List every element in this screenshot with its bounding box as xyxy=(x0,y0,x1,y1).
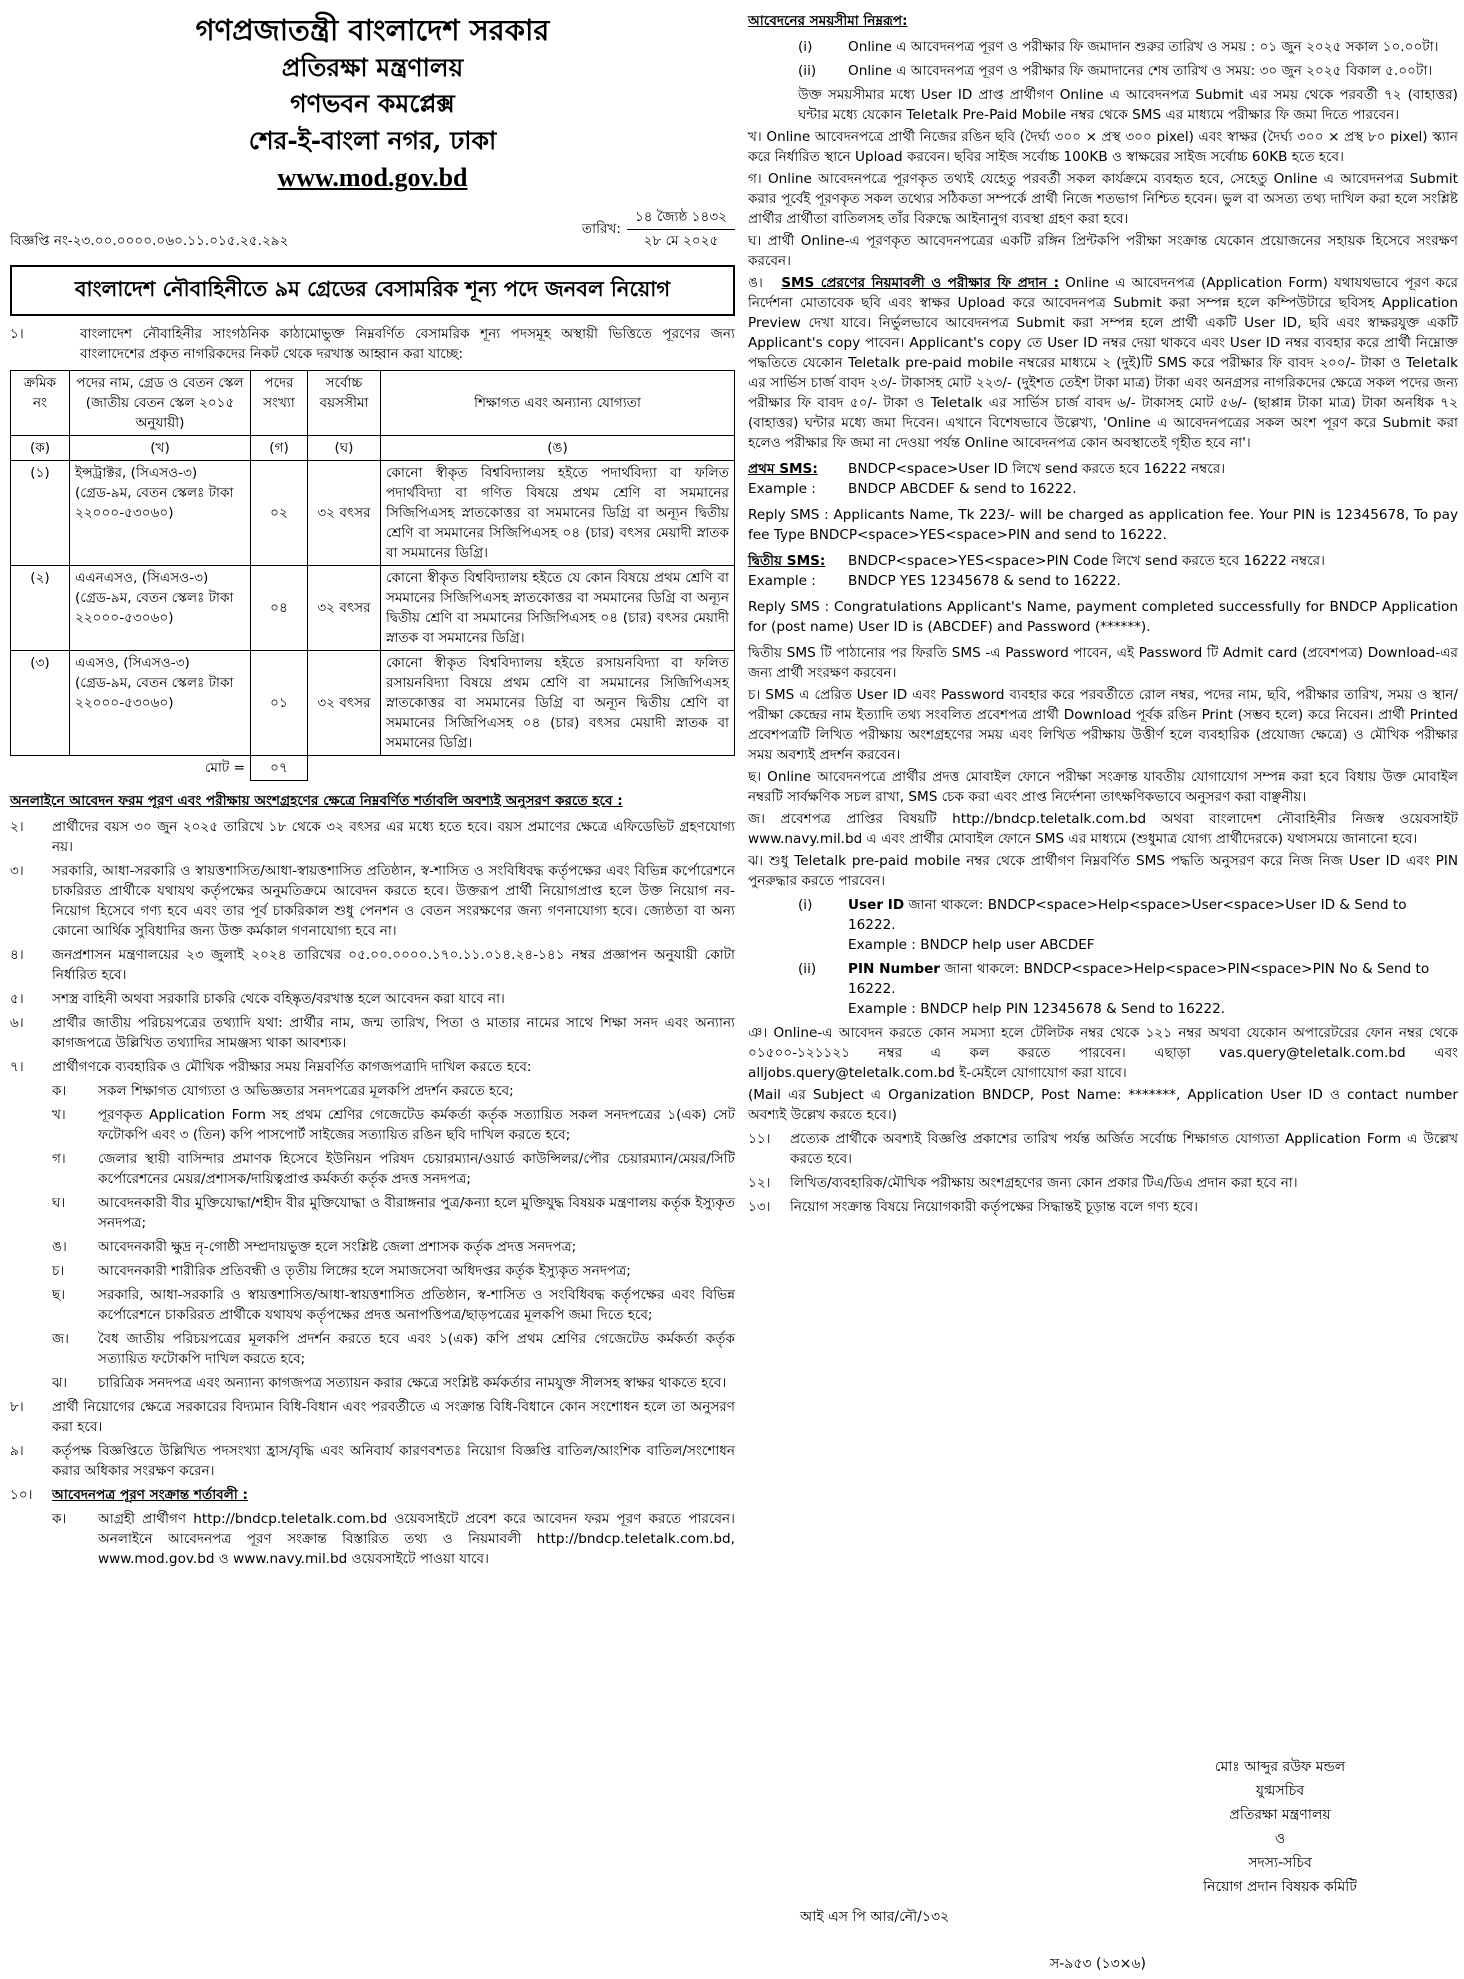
doc-number: ঝ। xyxy=(52,1375,68,1391)
item-text: প্রত্যেক প্রার্থীকে অবশ্যই বিজ্ঞপ্তি প্রকাশের তারিখ পর্যন্ত অর্জিত সর্বোচ্চ শিক্ষাগত যোগ্যতা Application Form এ উল্লেখ করতে হবে। xyxy=(790,1131,1458,1167)
row-count: ০৪ xyxy=(251,566,308,651)
table-row xyxy=(11,651,735,756)
row-age: ৩২ বৎসর xyxy=(308,566,381,651)
doc-number: চ। xyxy=(52,1263,65,1279)
doc-text: জেলার স্থায়ী বাসিন্দার প্রমাণক হিসেবে ইউনিয়ন পরিষদ চেয়ারম্যান/ওয়ার্ড কাউন্সিলর/পৌর চেয়ারম্যান/মেয়র/সিটি কর্পোরেশনের মেয়র/প্রশাসক/দায়িত্বপ্রাপ্ত কর্মকর্তা কর্তৃক প্রদত্ত সনদপত্র; xyxy=(98,1151,735,1187)
doc-number: ঘ। xyxy=(52,1195,66,1211)
item-number: ৭। xyxy=(10,1059,24,1075)
list-item xyxy=(10,1485,735,1505)
pin-example: Example : BNDCP help PIN 12345678 & Send to 16222. xyxy=(848,1001,1226,1017)
item-number: ৮। xyxy=(10,1399,24,1415)
col-age: সর্বোচ্চ বয়সসীমা xyxy=(308,371,381,436)
mail-note: (Mail এর Subject এ Organization BNDCP, Post Name: *******, Application User ID ও contact number অবশ্যই উল্লেখ করতে হবে।) xyxy=(748,1087,1458,1123)
timeline-item xyxy=(798,61,1458,81)
list-item xyxy=(748,1173,1458,1193)
timeline-text: Online এ আবেদনপত্র পূরণ ও পরীক্ষার ফি জমাদানের শেষ তারিখ ও সময়: ৩০ জুন ২০২৫ বিকাল ৫.০০টা। xyxy=(848,63,1433,79)
item-text: প্রার্থীদের বয়স ৩০ জুন ২০২৫ তারিখে ১৮ থেকে ৩২ বৎসর এর মধ্যে হতে হবে। বয়স প্রমাণের ক্ষেত্রে এফিডেভিট গ্রহণযোগ্য নয়। xyxy=(52,819,735,855)
item-text: সশস্ত্র বাহিনী অথবা সরকারি চাকরি থেকে বহিষ্কৃত/বরখাস্ত হলে আবেদন করা যাবে না। xyxy=(52,991,505,1007)
date-block xyxy=(627,206,735,253)
item-number: ১০। xyxy=(10,1487,33,1503)
col-post: পদের নাম, গ্রেড ও বেতন স্কেল (জাতীয় বেতন স্কেল ২০১৫ অনুযায়ী) xyxy=(70,371,251,436)
website-link[interactable]: www.mod.gov.bd xyxy=(277,163,468,192)
row-count: ০২ xyxy=(251,461,308,566)
list-item xyxy=(748,1129,1458,1169)
signatory-office: প্রতিরক্ষা মন্ত্রণালয় xyxy=(1229,1807,1331,1823)
sms1-text: BNDCP<space>User ID লিখে send করতে হবে 16222 নম্বরে। xyxy=(848,461,1226,477)
total-label: মোট = xyxy=(11,756,251,781)
intro-number: ১। xyxy=(10,326,24,342)
memo-number: বিজ্ঞপ্তি নং-২৩.০০.০০০০.০৬০.১১.০১৫.২৫.২৯২ xyxy=(10,233,289,249)
doc-text: চারিত্রিক সনদপত্র এবং অন্যান্য কাগজপত্র সত্যায়ন করার ক্ষেত্রে সংশ্লিষ্ট কর্মকর্তার নামযুক্ত সীলসহ স্বাক্ষর থাকতে হবে। xyxy=(98,1375,727,1391)
item-number: ৩। xyxy=(10,863,24,879)
list-item xyxy=(748,1197,1458,1217)
posts-table xyxy=(10,370,735,781)
letter-cell: (ক) xyxy=(11,436,70,461)
item-number: ৪। xyxy=(10,947,24,963)
table-row xyxy=(11,461,735,566)
row-age: ৩২ বৎসর xyxy=(308,461,381,566)
pin-text: জানা থাকলে: BNDCP<space>Help<space>PIN<space>PIN No & Send to 16222. xyxy=(848,961,1430,997)
doc-number: ক। xyxy=(52,1083,67,1099)
row-post: এএসও, (সিএসও-৩) (গ্রেড-৯ম, বেতন স্কেলঃ টাকা ২২০০০-৫৩০৬০) xyxy=(70,651,251,756)
sms1-example: BNDCP ABCDEF & send to 16222. xyxy=(848,481,1077,497)
reply1-text: Reply SMS : Applicants Name, Tk 223/- will be charged as application fee. Your PIN is 12345678, To pay fee Type BNDCP<space>YES<space>PIN and send to 16222. xyxy=(748,507,1458,543)
roman-number: (ii) xyxy=(798,63,817,79)
intro-text: বাংলাদেশ নৌবাহিনীর সাংগঠনিক কাঠামোভুক্ত নিম্নবর্ণিত বেসামরিক শূন্য পদসমূহ অস্থায়ী ভিত্তিতে পূরণের জন্য বাংলাদেশের প্রকৃত নাগরিকদের নিকট থেকে দরখাস্ত আহ্বান করা যাচ্ছে: xyxy=(80,326,735,362)
item-text: প্রার্থীর জাতীয় পরিচয়পত্রের তথ্যাদি যথা: প্রার্থীর নাম, জন্ম তারিখ, পিতা ও মাতার নামের সাথে শিক্ষা সনদ এবং অন্যান্য কাগজপত্রে উল্লিখিত তথ্যাদির সামঞ্জস্য থাকা আবশ্যক। xyxy=(52,1015,735,1051)
roman-number: (i) xyxy=(798,39,813,55)
intro-paragraph xyxy=(10,324,735,364)
sms1-row xyxy=(748,459,1458,479)
letter-cell: (খ) xyxy=(70,436,251,461)
doc-number: ক। xyxy=(52,1511,67,1527)
ministry-title: প্রতিরক্ষা মন্ত্রণালয় xyxy=(281,53,464,82)
right-column xyxy=(748,8,1458,1221)
letter-cell: (ঙ) xyxy=(381,436,735,461)
doc-number: ঙ। xyxy=(52,1239,67,1255)
example-label: Example : xyxy=(748,573,816,589)
sms1-label: প্রথম SMS: xyxy=(748,461,818,477)
doc-item xyxy=(52,1193,735,1233)
row-serial: (২) xyxy=(11,566,70,651)
timeline-item xyxy=(798,37,1458,57)
doc-item xyxy=(52,1329,735,1369)
item-number: ১৩। xyxy=(748,1199,771,1215)
row-qualification: কোনো স্বীকৃত বিশ্ববিদ্যালয় হইতে রসায়নবিদ্যা বা ফলিত রসায়নবিদ্যা বিষয়ে প্রথম শ্রেণি বা সমমানের সিজিপিএসহ স্নাতকোত্তর বা সমমানের ডিগ্রি বা অন্যূন দ্বিতীয় শ্রেণি বা সমমানের সিজিপিএসহ ০৪ (চার) বৎসর মেয়াদী স্নাতক বা সমমানের ডিগ্রি। xyxy=(381,651,735,756)
timeline-note: উক্ত সময়সীমার মধ্যে User ID প্রাপ্ত প্রার্থীগণ Online এ আবেদনপত্র Submit এর সময় থেকে পরবর্তী ৭২ (বাহাত্তর) ঘন্টার মধ্যে যেকোন Teletalk Pre-Paid Mobile নম্বর থেকে SMS এর মাধ্যমে পরীক্ষার ফি জমা দিতে পারবেন। xyxy=(798,87,1458,123)
table-letter-row xyxy=(11,436,735,461)
after-sms-text: দ্বিতীয় SMS টি পাঠানোর পর ফিরতি SMS -এ Password পাবেন, এই Password টি Admit card (প্রবেশপত্র) Download-এর জন্য প্রার্থী সংরক্ষণ করবেন। xyxy=(748,645,1458,681)
address-title: শের-ই-বাংলা নগর, ঢাকা xyxy=(248,126,497,155)
table-header-row xyxy=(11,371,735,436)
doc-item xyxy=(52,1285,735,1325)
letter-cell: (গ) xyxy=(251,436,308,461)
item-text: কর্তৃপক্ষ বিজ্ঞপ্তিতে উল্লিখিত পদসংখ্যা হ্রাস/বৃদ্ধি এবং অনিবার্য কারণবশতঃ নিয়োগ বিজ্ঞপ্তি বাতিল/আংশিক বাতিল/সংশোধন করার অধিকার সংরক্ষণ করেন। xyxy=(52,1443,735,1479)
memo-row xyxy=(10,206,735,253)
userid-example: Example : BNDCP help user ABCDEF xyxy=(848,937,1095,953)
ispr-ref: আই এস পি আর/নৌ/১৩২ xyxy=(800,1909,950,1925)
col-qualification: শিক্ষাগত এবং অন্যান্য যোগ্যতা xyxy=(381,371,735,436)
doc-number: ছ। xyxy=(52,1287,66,1303)
col-serial: ক্রমিক নং xyxy=(11,371,70,436)
item10-heading: আবেদনপত্র পূরণ সংক্রান্ত শর্তাবলী : xyxy=(52,1487,248,1503)
recovery-userid xyxy=(798,895,1458,955)
print-code: স-৯৫৩ (১৩×৬) xyxy=(1050,1956,1146,1972)
doc-item xyxy=(52,1509,735,1569)
item-text: প্রার্থী নিয়োগের ক্ষেত্রে সরকারের বিদ্যমান বিধি-বিধান এবং পরবর্তীতে এ সংক্রান্ত বিধি-বিধানে কোন সংশোধন হলে তা অনুসরণ করা হবে। xyxy=(52,1399,735,1435)
doc-text: বৈধ জাতীয় পরিচয়পত্রের মূলকপি প্রদর্শন করতে হবে এবং ১(এক) কপি প্রথম শ্রেণির গেজেটেড কর্মকর্তা কর্তৃক সত্যায়িত ফটোকপি দাখিল করতে হবে; xyxy=(98,1331,735,1367)
letter-cell: (ঘ) xyxy=(308,436,381,461)
timeline-text: Online এ আবেদনপত্র পূরণ ও পরীক্ষার ফি জমাদান শুরুর তারিখ ও সময় : ০১ জুন ২০২৫ সকাল ১০.০০টা। xyxy=(848,39,1439,55)
left-column xyxy=(10,10,735,1573)
clause-cha: চ। SMS এ প্রেরিত User ID এবং Password ব্যবহার করে পরবর্তীতে রোল নম্বর, পদের নাম, ছবি, পরীক্ষার তারিখ, সময় ও স্থান/পরীক্ষা কেন্দ্রের নাম ইত্যাদি তথ্য সংবলিত প্রবেশপত্র প্রার্থী Download পূর্বক রঙিন Print (সম্ভব হলে) করে নিবেন। প্রার্থী Printed প্রবেশপত্রটি লিখিত পরীক্ষায় অংশগ্রহণের সময় এবং লিখিত পরীক্ষায় উত্তীর্ণ হলে ব্যবহারিক (প্রযোজ্য ক্ষেত্রে) ও মৌখিক পরীক্ষার সময় অবশ্যই প্রদর্শন করবেন। xyxy=(748,687,1458,763)
row-post: ইন্সট্রাক্টর, (সিএসও-৩) (গ্রেড-৯ম, বেতন স্কেলঃ টাকা ২২০০০-৫৩০৬০) xyxy=(70,461,251,566)
date-bangla: ১৪ জ্যৈষ্ঠ ১৪৩২ xyxy=(627,206,735,230)
item-number: ১২। xyxy=(748,1175,771,1191)
table-total-row xyxy=(11,756,735,781)
item-text: জনপ্রশাসন মন্ত্রণালয়ের ২৩ জুলাই ২০২৪ তারিখের ০৫.০০.০০০০.১৭০.১১.০১৪.২৪-১৪১ নম্বর প্রজ্ঞাপন অনুযায়ী কোটা নির্ধারিত হবে। xyxy=(52,947,735,983)
recovery-pin xyxy=(798,959,1458,1019)
clause-kha: খ। Online আবেদনপত্রে প্রার্থী নিজের রঙিন ছবি (দৈর্ঘ্য ৩০০ × প্রস্থ ৩০০ pixel) এবং স্বাক্ষর (দৈর্ঘ্য ৩০০ × প্রস্থ ৮০ pixel) স্ক্যান করে নির্ধারিত স্থানে Upload করবেন। ছবির সাইজ সর্বোচ্চ 100KB ও স্বাক্ষরের সাইজ সর্বোচ্চ 60KB হতে হবে। xyxy=(748,129,1458,165)
clause-ga: গ। Online আবেদনপত্রে পূরণকৃত তথ্যই যেহেতু পরবর্তী সকল কার্যক্রমে ব্যবহৃত হবে, সেহেতু Online এ আবেদনপত্র Submit করার পূর্বেই পূরণকৃত সকল তথ্যের সঠিকতা সম্পর্কে প্রার্থী নিজে শতভাগ নিশ্চিত হবেন। ভুল বা অসত্য তথ্য দাখিল করা হলে সংশ্লিষ্ট প্রার্থীর প্রার্থীতা বাতিলসহ তাঁর বিরুদ্ধে আইনানুগ ব্যবস্থা গ্রহণ করা হবে। xyxy=(748,171,1458,227)
complex-title: গণভবন কমপ্লেক্স xyxy=(290,89,455,118)
doc-text: সকল শিক্ষাগত যোগ্যতা ও অভিজ্ঞতার সনদপত্রের মূলকপি প্রদর্শন করতে হবে; xyxy=(98,1083,514,1099)
col-count: পদের সংখ্যা xyxy=(251,371,308,436)
item-number: ২। xyxy=(10,819,24,835)
clause-chha: ছ। Online আবেদনপত্রে প্রার্থীর প্রদত্ত মোবাইল ফোনে পরীক্ষা সংক্রান্ত যাবতীয় যোগাযোগ সম্পন্ন করা হবে বিধায় উক্ত মোবাইল নম্বরটি সার্বক্ষণিক সচল রাখা, SMS চেক করা এবং প্রাপ্ত নির্দেশনা তাৎক্ষণিকভাবে অনুসরণ করা বাঞ্ছনীয়। xyxy=(748,769,1458,805)
row-post: এএনএসও, (সিএসও-৩) (গ্রেড-৯ম, বেতন স্কেলঃ টাকা ২২০০০-৫৩০৬০) xyxy=(70,566,251,651)
item-number: ৫। xyxy=(10,991,24,1007)
item-text: প্রার্থীগণকে ব্যবহারিক ও মৌখিক পরীক্ষার সময় নিম্নবর্ণিত কাগজপত্রাদি দাখিল করতে হবে: xyxy=(52,1059,532,1075)
roman-number: (ii) xyxy=(798,961,817,977)
sms2-text: BNDCP<space>YES<space>PIN Code লিখে send করতে হবে 16222 নম্বরে। xyxy=(848,553,1325,569)
doc-number: গ। xyxy=(52,1151,66,1167)
list-item xyxy=(10,1441,735,1481)
doc-text: আগ্রহী প্রার্থীগণ http://bndcp.teletalk.com.bd ওয়েবসাইটে প্রবেশ করে আবেদন ফরম পূরণ করতে পারবেন। অনলাইনে আবেদনপত্র পূরণ সংক্রান্ত বিস্তারিত তথ্য ও নিয়মাবলী http://bndcp.teletalk.com.bd, www.mod.gov.bd ও www.navy.mil.bd ওয়েবসাইটে পাওয়া যাবে। xyxy=(98,1511,735,1567)
doc-text: আবেদনকারী ক্ষুদ্র নৃ-গোষ্ঠী সম্প্রদায়ভুক্ত হলে সংশ্লিষ্ট জেলা প্রশাসক কর্তৃক প্রদত্ত সনদপত্র; xyxy=(98,1239,577,1255)
govt-title: গণপ্রজাতন্ত্রী বাংলাদেশ সরকার xyxy=(195,13,550,47)
date-label: তারিখ: xyxy=(581,221,621,237)
conditions-heading: অনলাইনে আবেদন ফরম পূরণ এবং পরীক্ষায় অংশগ্রহণের ক্ষেত্রে নিম্নবর্ণিত শর্তাবলি অবশ্যই অনুসরণ করতে হবে : xyxy=(10,793,623,809)
sms2-example-row xyxy=(748,571,1458,591)
doc-number: খ। xyxy=(52,1107,66,1123)
list-item xyxy=(10,1057,735,1077)
clause-ja: জ। প্রবেশপত্র প্রাপ্তির বিষয়টি http://bndcp.teletalk.com.bd অথবা বাংলাদেশ নৌবাহিনীর নিজস্ব ওয়েবসাইট www.navy.mil.bd এ এবং প্রার্থীর মোবাইল ফোনে SMS এর মাধ্যমে (শুধুমাত্র যোগ্য প্রার্থীদেরকে) যথাসময়ে জানানো হবে। xyxy=(748,811,1458,847)
signatory-name: মোঃ আব্দুর রউফ মন্ডল xyxy=(1214,1759,1346,1775)
item-number: ৯। xyxy=(10,1443,24,1459)
clause-nga: ঙ। SMS প্রেরণের নিয়মাবলী ও পরীক্ষার ফি প্রদান : Online এ আবেদনপত্র (Application Form) যথাযথভাবে পূরণ করে নির্দেশনা মোতাবেক ছবি এবং স্বাক্ষর Upload করে আবেদনপত্র Submit করা সম্পন্ন হলে কম্পিউটারে ছবিসহ Application Preview দেখা যাবে। নির্ভুলভাবে আবেদনপত্র Submit করা সম্পন্ন হলে প্রার্থী একটি User ID, ছবি এবং স্বাক্ষরযুক্ত একটি Applicant's copy পাবেন। Applicant's copy তে User ID নম্বর দেয়া থাকবে এবং User ID নম্বর ব্যবহার করে প্রার্থী নিম্নোক্ত পদ্ধতিতে যেকোন Teletalk pre-paid mobile নম্বরের মাধ্যমে ২ (দুই)টি SMS করে পরীক্ষার ফি বাবদ ২০০/- টাকা ও Teletalk এর সার্ভিস চার্জ বাবদ ২৩/- টাকাসহ মোট ২২৩/- (দুইশত তেইশ টাকা মাত্র) টাকা এবং অনগ্রসর নাগরিকদের ক্ষেত্রে সকল পদের জন্য পরীক্ষার ফি বাবদ ৫০/- টাকা ও Teletalk এর সার্ভিস চার্জ বাবদ ৬/- টাকাসহ মোট ৫৬/- (ছাপ্পান্ন টাকা মাত্র) টাকা অনধিক ৭২ (বাহাত্তর) ঘন্টার মধ্যে জমা দিবেন। এখানে বিশেষভাবে উল্লেখ্য, 'Online এ আবেদনপত্রের সকল অংশ পূরণ করে Submit করা হলেও পরীক্ষার ফি জমা না দেওয়া পর্যন্ত Online আবেদনপত্র কোন অবস্থাতেই গৃহীত হবে না'। xyxy=(748,275,1458,451)
sms1-example-row xyxy=(748,479,1458,499)
sms2-row xyxy=(748,551,1458,571)
doc-item xyxy=(52,1373,735,1393)
row-qualification: কোনো স্বীকৃত বিশ্ববিদ্যালয় হইতে যে কোন বিষয়ে প্রথম শ্রেণি বা সমমানের সিজিপিএসহ স্নাতকোত্তর বা সমমানের ডিগ্রি বা অন্যূন দ্বিতীয় শ্রেণি বা সমমানের সিজিপিএসহ ০৪ (চার) বৎসর মেয়াদী স্নাতক বা সমমানের ডিগ্রি। xyxy=(381,566,735,651)
userid-text: জানা থাকলে: BNDCP<space>Help<space>User<space>User ID & Send to 16222. xyxy=(848,897,1407,933)
doc-number: জ। xyxy=(52,1331,70,1347)
sms2-example: BNDCP YES 12345678 & send to 16222. xyxy=(848,573,1121,589)
notice-banner: বাংলাদেশ নৌবাহিনীতে ৯ম গ্রেডের বেসামরিক শূন্য পদে জনবল নিয়োগ xyxy=(10,265,735,316)
item-text: সরকারি, আধা-সরকারি ও স্বায়ত্তশাসিত/আধা-স্বায়ত্তশাসিত প্রতিষ্ঠান, স্ব-শাসিত ও সংবিধিবদ্ধ কর্তৃপক্ষের এবং বিভিন্ন কর্পোরেশনে চাকরিরত প্রার্থীকে যথাযথ কর্তৃপক্ষের অনুমতিক্রমে আবেদন করতে হবে। উক্তরূপ প্রার্থী নিয়োগপ্রাপ্ত হলে উক্ত নিয়োগ নব-নিয়োগ হিসেবে গণ্য হবে এবং তার পূর্ব চাকরিকাল শুধু পেনশন ও বেতন সংরক্ষণের জন্য গণনাযোগ্য হবে। জ্যেষ্ঠতা বা অন্য কোনো আর্থিক সুবিধাদির জন্য উক্ত কর্মকাল গণনাযোগ্য হবে না। xyxy=(52,863,735,939)
clause-jha: ঝ। শুধু Teletalk pre-paid mobile নম্বর থেকে প্রার্থীগণ নিম্নবর্ণিত SMS পদ্ধতি অনুসরণ করে নিজ নিজ User ID এবং PIN পুনরুদ্ধার করতে পারবেন। xyxy=(748,853,1459,889)
signature-block xyxy=(1130,1755,1430,1899)
doc-text: আবেদনকারী শারীরিক প্রতিবন্ধী ও তৃতীয় লিঙ্গের হলে সমাজসেবা অধিদপ্তর কর্তৃক ইস্যুকৃত সনদপত্র; xyxy=(98,1263,631,1279)
item-number: ৬। xyxy=(10,1015,24,1031)
roman-number: (i) xyxy=(798,897,813,913)
sms2-label: দ্বিতীয় SMS: xyxy=(748,553,826,569)
doc-text: পূরণকৃত Application Form সহ প্রথম শ্রেণির গেজেটেড কর্মকর্তা কর্তৃক সত্যায়িত সকল সনদপত্রের ১(এক) সেট ফটোকপি এবং ৩ (তিন) কপি পাসপোর্ট সাইজের সত্যায়িত রঙিন ছবি দাখিল করতে হবে; xyxy=(98,1107,735,1143)
date-area xyxy=(582,206,735,253)
list-item xyxy=(10,945,735,985)
row-serial: (১) xyxy=(11,461,70,566)
table-row xyxy=(11,566,735,651)
doc-item xyxy=(52,1149,735,1189)
doc-text: আবেদনকারী বীর মুক্তিযোদ্ধা/শহীদ বীর মুক্তিযোদ্ধা ও বীরাঙ্গনার পুত্র/কন্যা হলে মুক্তিযুদ্ধ বিষয়ক মন্ত্রণালয় কর্তৃক ইস্যুকৃত সনদপত্র; xyxy=(98,1195,735,1231)
reply2-text: Reply SMS : Congratulations Applicant's Name, payment completed successfully for BNDCP Application for (post name) User ID is (ABCDEF) and Password (******). xyxy=(748,599,1458,635)
list-item xyxy=(10,1013,735,1053)
doc-text: সরকারি, আধা-সরকারি ও স্বায়ত্তশাসিত/আধা-স্বায়ত্তশাসিত প্রতিষ্ঠান, স্ব-শাসিত ও সংবিধিবদ্ধ কর্তৃপক্ষের এবং বিভিন্ন কর্পোরেশনে চাকরিরত প্রার্থীকে যথাযথ কর্তৃপক্ষের প্রদত্ত অনাপত্তিপত্র/ছাড়পত্রের মূলকপি জমা দিতে হবে; xyxy=(98,1287,735,1323)
userid-title: User ID xyxy=(848,897,905,913)
date-english: ২৮ মে ২০২৫ xyxy=(643,233,719,249)
signatory-title: যুগ্মসচিব xyxy=(1255,1783,1305,1799)
total-value: ০৭ xyxy=(251,756,308,781)
signatory-and: ও xyxy=(1274,1831,1286,1847)
doc-item xyxy=(52,1081,735,1101)
item-text: নিয়োগ সংক্রান্ত বিষয়ে নিয়োগকারী কর্তৃপক্ষের সিদ্ধান্তই চূড়ান্ত বলে গণ্য হবে। xyxy=(790,1199,1199,1215)
row-qualification: কোনো স্বীকৃত বিশ্ববিদ্যালয় হইতে পদার্থবিদ্যা বা ফলিত পদার্থবিদ্যা বা গণিত বিষয়ে প্রথম শ্রেণি বা সমমানের সিজিপিএসহ স্নাতকোত্তর বা সমমানের ডিগ্রি বা অন্যূন দ্বিতীয় শ্রেণি বা সমমানের সিজিপিএসহ ০৪ (চার) বৎসর মেয়াদী স্নাতক বা সমমানের ডিগ্রি। xyxy=(381,461,735,566)
signatory-committee: নিয়োগ প্রদান বিষয়ক কমিটি xyxy=(1203,1879,1357,1895)
row-age: ৩২ বৎসর xyxy=(308,651,381,756)
list-item xyxy=(10,817,735,857)
example-label: Example : xyxy=(748,481,816,497)
pin-title: PIN Number xyxy=(848,961,941,977)
item-text: লিখিত/ব্যবহারিক/মৌখিক পরীক্ষায় অংশগ্রহণের জন্য কোন প্রকার টিএ/ডিএ প্রদান করা হবে না। xyxy=(790,1175,1298,1191)
sms-rules-text: Online এ আবেদনপত্র (Application Form) যথাযথভাবে পূরণ করে নির্দেশনা মোতাবেক ছবি এবং স্বাক্ষর Upload করে আবেদনপত্র Submit করা সম্পন্ন হলে কম্পিউটারে ছবিসহ Application Preview দেখা যাবে। নির্ভুলভাবে আবেদনপত্র Submit করা সম্পন্ন হলে প্রার্থী একটি User ID, ছবি এবং স্বাক্ষরযুক্ত একটি Applicant's copy পাবেন। Applicant's copy তে User ID নম্বর দেয়া থাকবে এবং User ID নম্বর ব্যবহার করে প্রার্থী নিম্নোক্ত পদ্ধতিতে যেকোন Teletalk pre-paid mobile নম্বরের মাধ্যমে ২ (দুই)টি SMS করে পরীক্ষার ফি বাবদ ২০০/- টাকা ও Teletalk এর সার্ভিস চার্জ বাবদ ২৩/- টাকাসহ মোট ২২৩/- (দুইশত তেইশ টাকা মাত্র) টাকা এবং অনগ্রসর নাগরিকদের ক্ষেত্রে সকল পদের জন্য পরীক্ষার ফি বাবদ ৫০/- টাকা ও Teletalk এর সার্ভিস চার্জ বাবদ ৬/- টাকাসহ মোট ৫৬/- (ছাপ্পান্ন টাকা মাত্র) টাকা অনধিক ৭২ (বাহাত্তর) ঘন্টার মধ্যে জমা দিবেন। এখানে বিশেষভাবে উল্লেখ্য, 'Online এ আবেদনপত্রের সকল অংশ পূরণ করে Submit করা হলেও পরীক্ষার ফি জমা না দেওয়া পর্যন্ত Online আবেদনপত্র কোন অবস্থাতেই গৃহীত হবে না'। xyxy=(748,275,1458,451)
row-serial: (৩) xyxy=(11,651,70,756)
signatory-role: সদস্য-সচিব xyxy=(1248,1855,1312,1871)
timeline-heading: আবেদনের সময়সীমা নিম্নরূপ: xyxy=(748,13,908,29)
list-item xyxy=(10,861,735,941)
doc-item xyxy=(52,1105,735,1145)
row-count: ০১ xyxy=(251,651,308,756)
list-item xyxy=(10,989,735,1009)
clause-gha: ঘ। প্রার্থী Online-এ পূরণকৃত আবেদনপত্রের একটি রঙ্গিন প্রিন্টকপি পরীক্ষা সংক্রান্ত যেকোন প্রয়োজনের সহায়ক হিসেবে সংরক্ষণ করবেন। xyxy=(748,233,1458,269)
list-item xyxy=(10,1397,735,1437)
doc-item xyxy=(52,1237,735,1257)
doc-item xyxy=(52,1261,735,1281)
sms-rules-title: SMS প্রেরণের নিয়মাবলী ও পরীক্ষার ফি প্রদান : xyxy=(781,275,1060,291)
item-number: ১১। xyxy=(748,1131,771,1147)
clause-nya: ঞ। Online-এ আবেদন করতে কোন সমস্যা হলে টেলিটক নম্বর থেকে ১২১ নম্বর অথবা যেকোন অপারেটরের ফোন নম্বর থেকে ০১৫০০-১২১১২১ নম্বর এ কল করতে পারবেন। এছাড়া vas.query@teletalk.com.bd এবং alljobs.query@teletalk.com.bd ই-মেইলে যোগাযোগ করা যাবে। xyxy=(748,1025,1458,1081)
